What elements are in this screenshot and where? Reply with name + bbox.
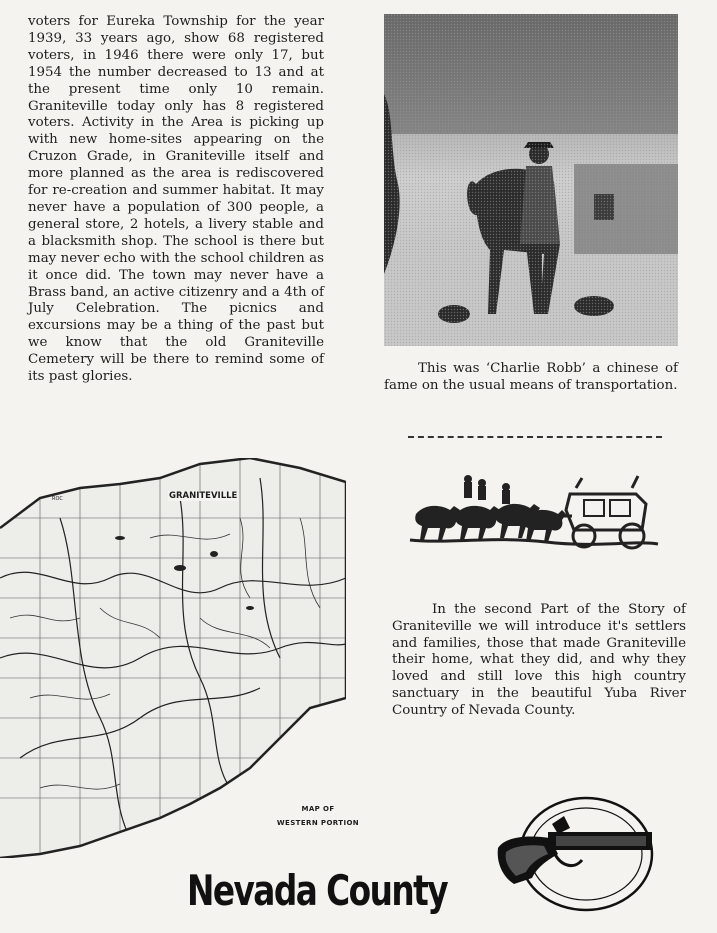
county-map [0, 458, 346, 858]
historical-photo [384, 14, 678, 346]
stagecoach-illustration [406, 470, 662, 556]
photo-caption: This was ‘Charlie Robb’ a chinese of fame on the usual means of transportation. [384, 361, 678, 393]
map-caption-line2: WESTERN PORTION [276, 819, 360, 827]
county-title: Nevada County [187, 866, 447, 915]
map-caption [258, 802, 378, 830]
map-caption-line1: MAP OF [301, 805, 335, 813]
divider [408, 436, 662, 441]
article-column-right: In the second Part of the Story of Graniteville we will introduce it's settlers and families, those that made Graniteville their home, what they did, and why they loved and still love this high country sanctuary in the beautiful Yuba River Country of Nevada County. [392, 602, 686, 718]
map-town-label: GRANITEVILLE [169, 491, 238, 501]
pistol-emblem-icon [494, 794, 656, 914]
map-corner-label: ROC [52, 496, 63, 502]
article-column-left: voters for Eureka Township for the year 1939, 33 years ago, show 68 registered voters, in 1946 there were only 17, but 1954 the number decreased to 13 and at the present time only 10 remain. Graniteville today only has 8 registered voters. Activity in the Area is picking up with new home-sites appearing on the Cruzon Grade, in Graniteville itself and more planned as the area is rediscovered for re-creation and summer habitat. It may never have a population of 300 people, a general store, 2 hotels, a livery stable and a blacksmith shop. The school is there but may never echo with the school children as it once did. The town may never have a Brass band, an active citizenry and a 4th of July Celebration. The picnics and excursions may be a thing of the past but we know that the old Graniteville Cemetery will be there to remind some of its past glories. [28, 14, 324, 385]
